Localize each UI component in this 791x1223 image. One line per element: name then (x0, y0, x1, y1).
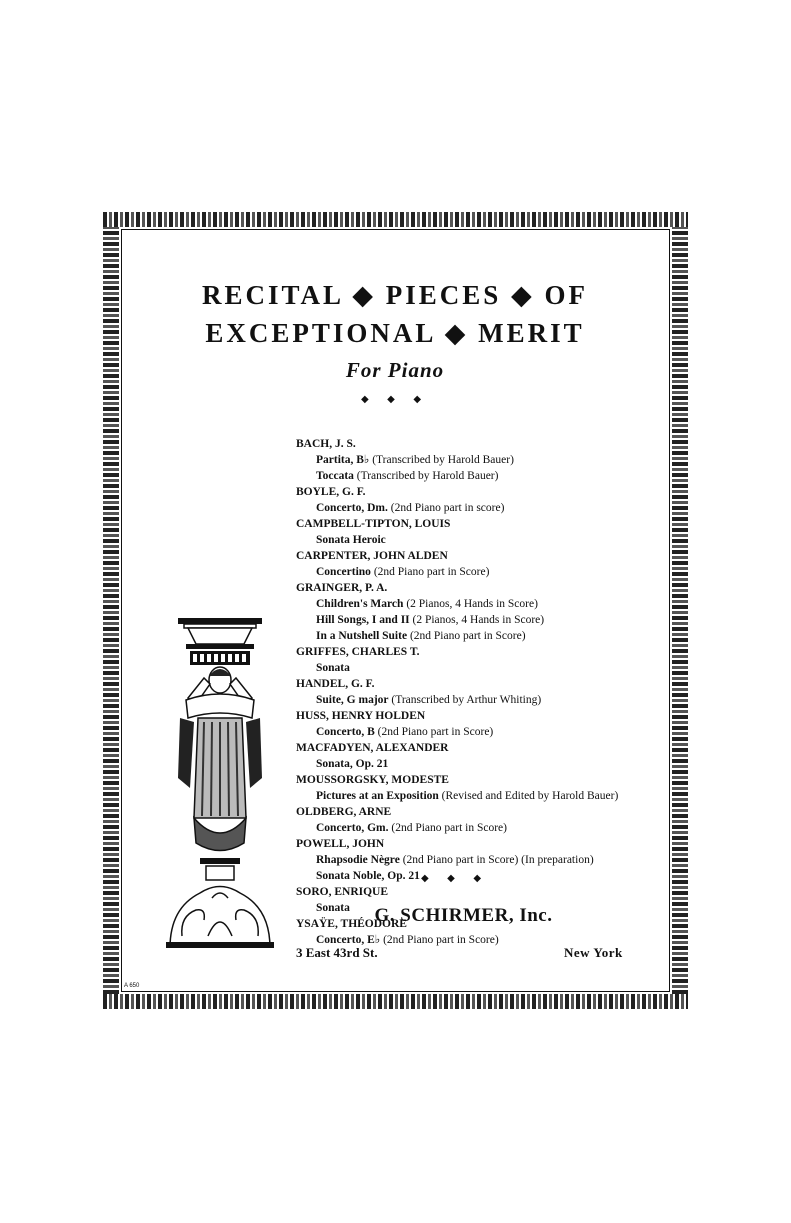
work-entry: Sonata (316, 902, 350, 914)
composer-name: YSAŸE, THÉODORE (296, 918, 407, 930)
work-entry: Concerto, E♭ (2nd Piano part in Score) (316, 934, 499, 946)
catalog-number: A 650 (124, 983, 140, 989)
border-top-ornament (103, 212, 688, 227)
composer-name: MACFADYEN, ALEXANDER (296, 742, 449, 754)
composer-name: SORO, ENRIQUE (296, 886, 389, 898)
work-entry: Suite, G major (Transcribed by Arthur Whiting) (316, 694, 542, 706)
composer-name: CAMPBELL-TIPTON, LOUIS (296, 518, 451, 530)
work-entry: Pictures at an Exposition (Revised and Edited by Harold Bauer) (316, 790, 619, 802)
composer-name: BACH, J. S. (296, 438, 356, 450)
caryatid-pillar-illustration (160, 618, 280, 948)
work-entry: Sonata, Op. 21 (316, 758, 389, 770)
title-line-2: EXCEPTIONAL ◆ MERIT (205, 318, 585, 348)
border-right-ornament (672, 227, 688, 994)
work-entry: Hill Songs, I and II (2 Pianos, 4 Hands in Score) (316, 614, 545, 626)
composer-name: GRIFFES, CHARLES T. (296, 646, 420, 658)
work-entry: Concerto, Gm. (2nd Piano part in Score) (316, 822, 507, 834)
composer-name: GRAINGER, P. A. (296, 582, 388, 594)
work-entry: Sonata Noble, Op. 21 (316, 870, 420, 882)
composer-name: OLDBERG, ARNE (296, 806, 392, 818)
publisher-name: G. SCHIRMER, Inc. (374, 905, 553, 926)
ornament-diamonds: ◆ ◆ ◆ (360, 394, 430, 405)
composer-name: HANDEL, G. F. (296, 678, 375, 690)
work-entry: Concertino (2nd Piano part in Score) (316, 566, 490, 578)
work-entry: Concerto, Dm. (2nd Piano part in score) (316, 502, 505, 514)
border-bottom-ornament (103, 994, 688, 1009)
work-entry: Sonata Heroic (316, 534, 386, 546)
composer-name: CARPENTER, JOHN ALDEN (296, 550, 448, 562)
subtitle: For Piano (345, 358, 445, 382)
composer-name: MOUSSORGSKY, MODESTE (296, 774, 449, 786)
work-entry: In a Nutshell Suite (2nd Piano part in Score) (316, 630, 526, 642)
work-entry: Children's March (2 Pianos, 4 Hands in Score) (316, 598, 538, 610)
composer-name: BOYLE, G. F. (296, 486, 366, 498)
composer-name: HUSS, HENRY HOLDEN (296, 710, 426, 722)
repertoire-list (296, 436, 626, 948)
publisher-address: 3 East 43rd St. (296, 945, 378, 960)
ornament-diamonds-lower: ◆ ◆ ◆ (420, 873, 490, 884)
publisher-city: New York (564, 945, 623, 960)
border-left-ornament (103, 227, 119, 994)
work-entry: Sonata (316, 662, 350, 674)
work-entry: Partita, B♭ (Transcribed by Harold Bauer) (316, 454, 514, 466)
work-entry: Concerto, B (2nd Piano part in Score) (316, 726, 494, 738)
composer-name: POWELL, JOHN (296, 838, 385, 850)
work-entry: Toccata (Transcribed by Harold Bauer) (316, 470, 499, 482)
title-line-1: RECITAL ◆ PIECES ◆ OF (201, 280, 589, 310)
work-entry: Rhapsodie Nègre (2nd Piano part in Score) (In preparation) (316, 854, 594, 866)
